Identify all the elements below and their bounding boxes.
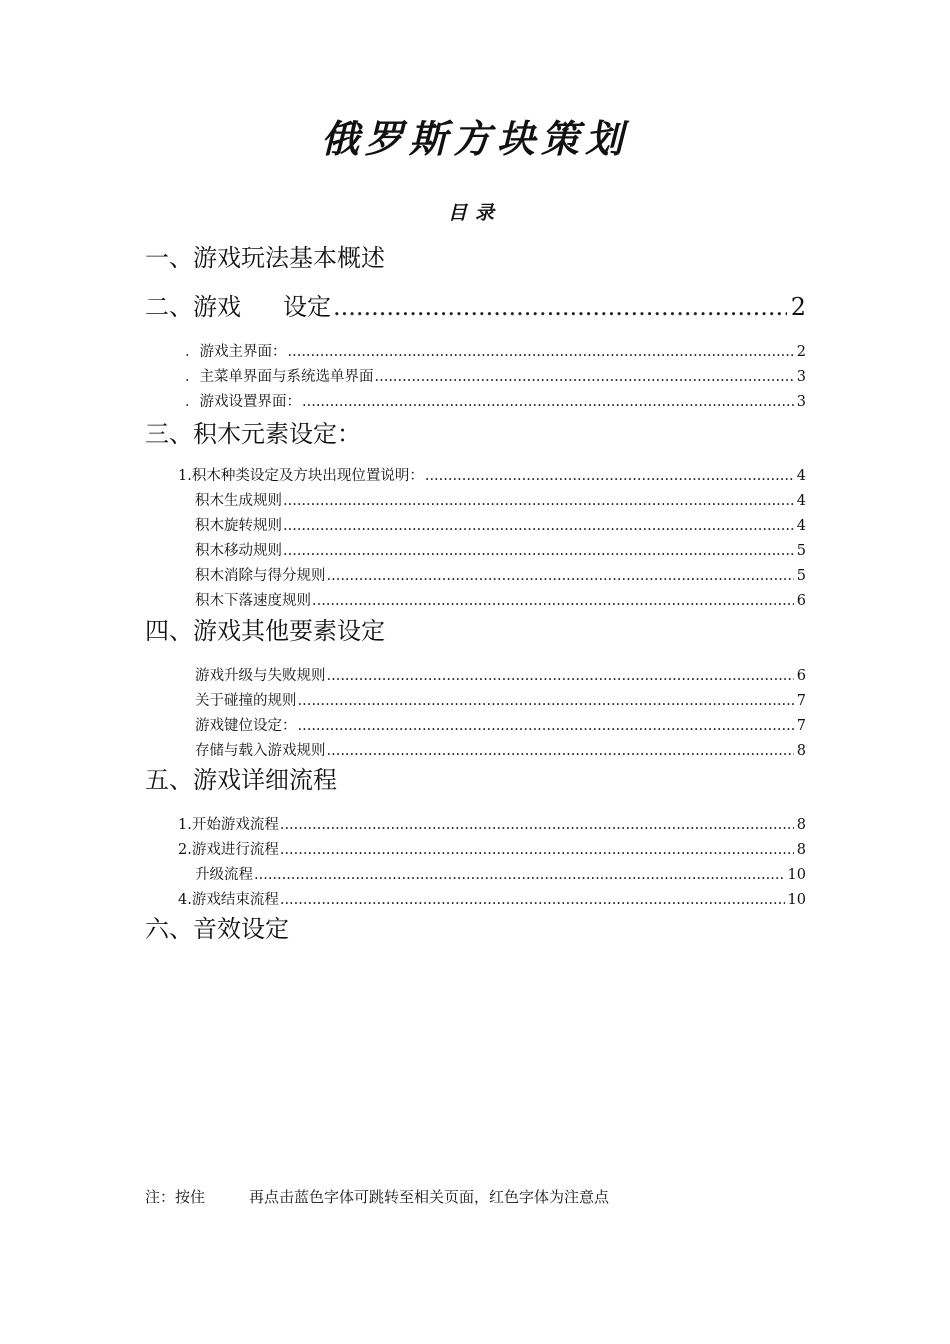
toc-heading: 目录 xyxy=(447,202,502,224)
toc-entry[interactable] xyxy=(195,691,806,711)
dot-leader xyxy=(312,591,794,611)
toc-page-number: 5 xyxy=(796,543,806,559)
toc-entry-label: 积木生成规则 xyxy=(195,493,282,509)
toc-section-4[interactable]: 四、游戏其他要素设定 xyxy=(145,617,385,645)
document-title: 俄罗斯方块策划 xyxy=(320,116,629,161)
toc-section-2[interactable] xyxy=(145,292,806,322)
toc-page-number: 6 xyxy=(796,668,806,684)
toc-page-number: 2 xyxy=(796,344,806,360)
toc-page-number: 6 xyxy=(796,593,806,609)
toc-entry[interactable] xyxy=(178,890,806,910)
toc-entry[interactable] xyxy=(195,865,806,885)
toc-entry[interactable] xyxy=(195,541,806,561)
dot-leader xyxy=(283,541,794,561)
dot-leader xyxy=(298,716,794,736)
dot-leader xyxy=(280,815,794,835)
toc-entry-label: 1.开始游戏流程 xyxy=(178,817,279,833)
toc-page-number: 2 xyxy=(790,293,806,321)
footer-note-part2: 再点击蓝色字体可跳转至相关页面，红色字体为注意点 xyxy=(249,1188,610,1206)
toc-entry-label: 游戏升级与失败规则 xyxy=(195,668,326,684)
dot-leader xyxy=(280,840,794,860)
toc-section-5[interactable]: 五、游戏详细流程 xyxy=(145,766,337,794)
dot-leader xyxy=(288,342,794,362)
toc-entry[interactable] xyxy=(185,342,806,362)
toc-page-number: 8 xyxy=(796,842,806,858)
footer-note xyxy=(145,1186,609,1208)
toc-entry-label: 积木旋转规则 xyxy=(195,518,282,534)
toc-entry[interactable] xyxy=(178,466,806,486)
toc-entry-label: ．游戏设置界面： xyxy=(185,394,301,410)
toc-page-number: 3 xyxy=(796,369,806,385)
toc-entry[interactable] xyxy=(195,516,806,536)
dot-leader xyxy=(298,691,794,711)
toc-entry-label: 积木移动规则 xyxy=(195,543,282,559)
dot-leader xyxy=(327,741,794,761)
toc-entry[interactable] xyxy=(185,367,806,387)
toc-page-number: 5 xyxy=(796,568,806,584)
toc-entry-label: 积木下落速度规则 xyxy=(195,593,311,609)
toc-entry[interactable] xyxy=(185,392,806,412)
toc-entry-label: 2.游戏进行流程 xyxy=(178,842,279,858)
toc-entry[interactable] xyxy=(195,666,806,686)
dot-leader xyxy=(283,516,794,536)
dot-leader xyxy=(327,566,794,586)
toc-entry-label: 存储与载入游戏规则 xyxy=(195,743,326,759)
toc-section-3[interactable]: 三、积木元素设定： xyxy=(145,420,361,448)
toc-section-2-label-b: 设定 xyxy=(283,293,331,321)
toc-page-number: 7 xyxy=(796,693,806,709)
toc-entry-label: 1.积木种类设定及方块出现位置说明： xyxy=(178,468,424,484)
toc-entry[interactable] xyxy=(178,815,806,835)
toc-entry-label: 4.游戏结束流程 xyxy=(178,892,279,908)
toc-page-number: 4 xyxy=(796,468,806,484)
dot-leader xyxy=(327,666,794,686)
toc-entry-label: ．游戏主界面： xyxy=(185,344,287,360)
dot-leader xyxy=(280,890,785,910)
toc-entry[interactable] xyxy=(178,840,806,860)
toc-page-number: 4 xyxy=(796,518,806,534)
toc-entry-label: 游戏键位设定： xyxy=(195,718,297,734)
toc-page-number: 4 xyxy=(796,493,806,509)
toc-page-number: 8 xyxy=(796,817,806,833)
toc-section-2-label-a: 二、游戏 xyxy=(145,293,241,321)
toc-entry-label: 关于碰撞的规则 xyxy=(195,693,297,709)
toc-page-number: 8 xyxy=(796,743,806,759)
toc-entry-label: 积木消除与得分规则 xyxy=(195,568,326,584)
toc-page-number: 10 xyxy=(787,867,806,883)
toc-entry[interactable] xyxy=(195,741,806,761)
dot-leader xyxy=(425,466,794,486)
dot-leader xyxy=(375,367,794,387)
toc-entry[interactable] xyxy=(195,716,806,736)
toc-section-6[interactable]: 六、音效设定 xyxy=(145,915,289,943)
toc-section-1[interactable]: 一、游戏玩法基本概述 xyxy=(145,244,385,272)
dot-leader xyxy=(302,392,794,412)
toc-entry-label: 升级流程 xyxy=(195,867,253,883)
dot-leader xyxy=(333,292,787,322)
toc-entry[interactable] xyxy=(195,566,806,586)
dot-leader xyxy=(254,865,785,885)
toc-entry[interactable] xyxy=(195,591,806,611)
toc-page-number: 3 xyxy=(796,394,806,410)
toc-page-number: 7 xyxy=(796,718,806,734)
footer-note-part1: 注：按住 xyxy=(145,1188,206,1206)
toc-entry-label: ．主菜单界面与系统选单界面 xyxy=(185,369,374,385)
dot-leader xyxy=(283,491,794,511)
toc-page-number: 10 xyxy=(787,892,806,908)
toc-entry[interactable] xyxy=(195,491,806,511)
